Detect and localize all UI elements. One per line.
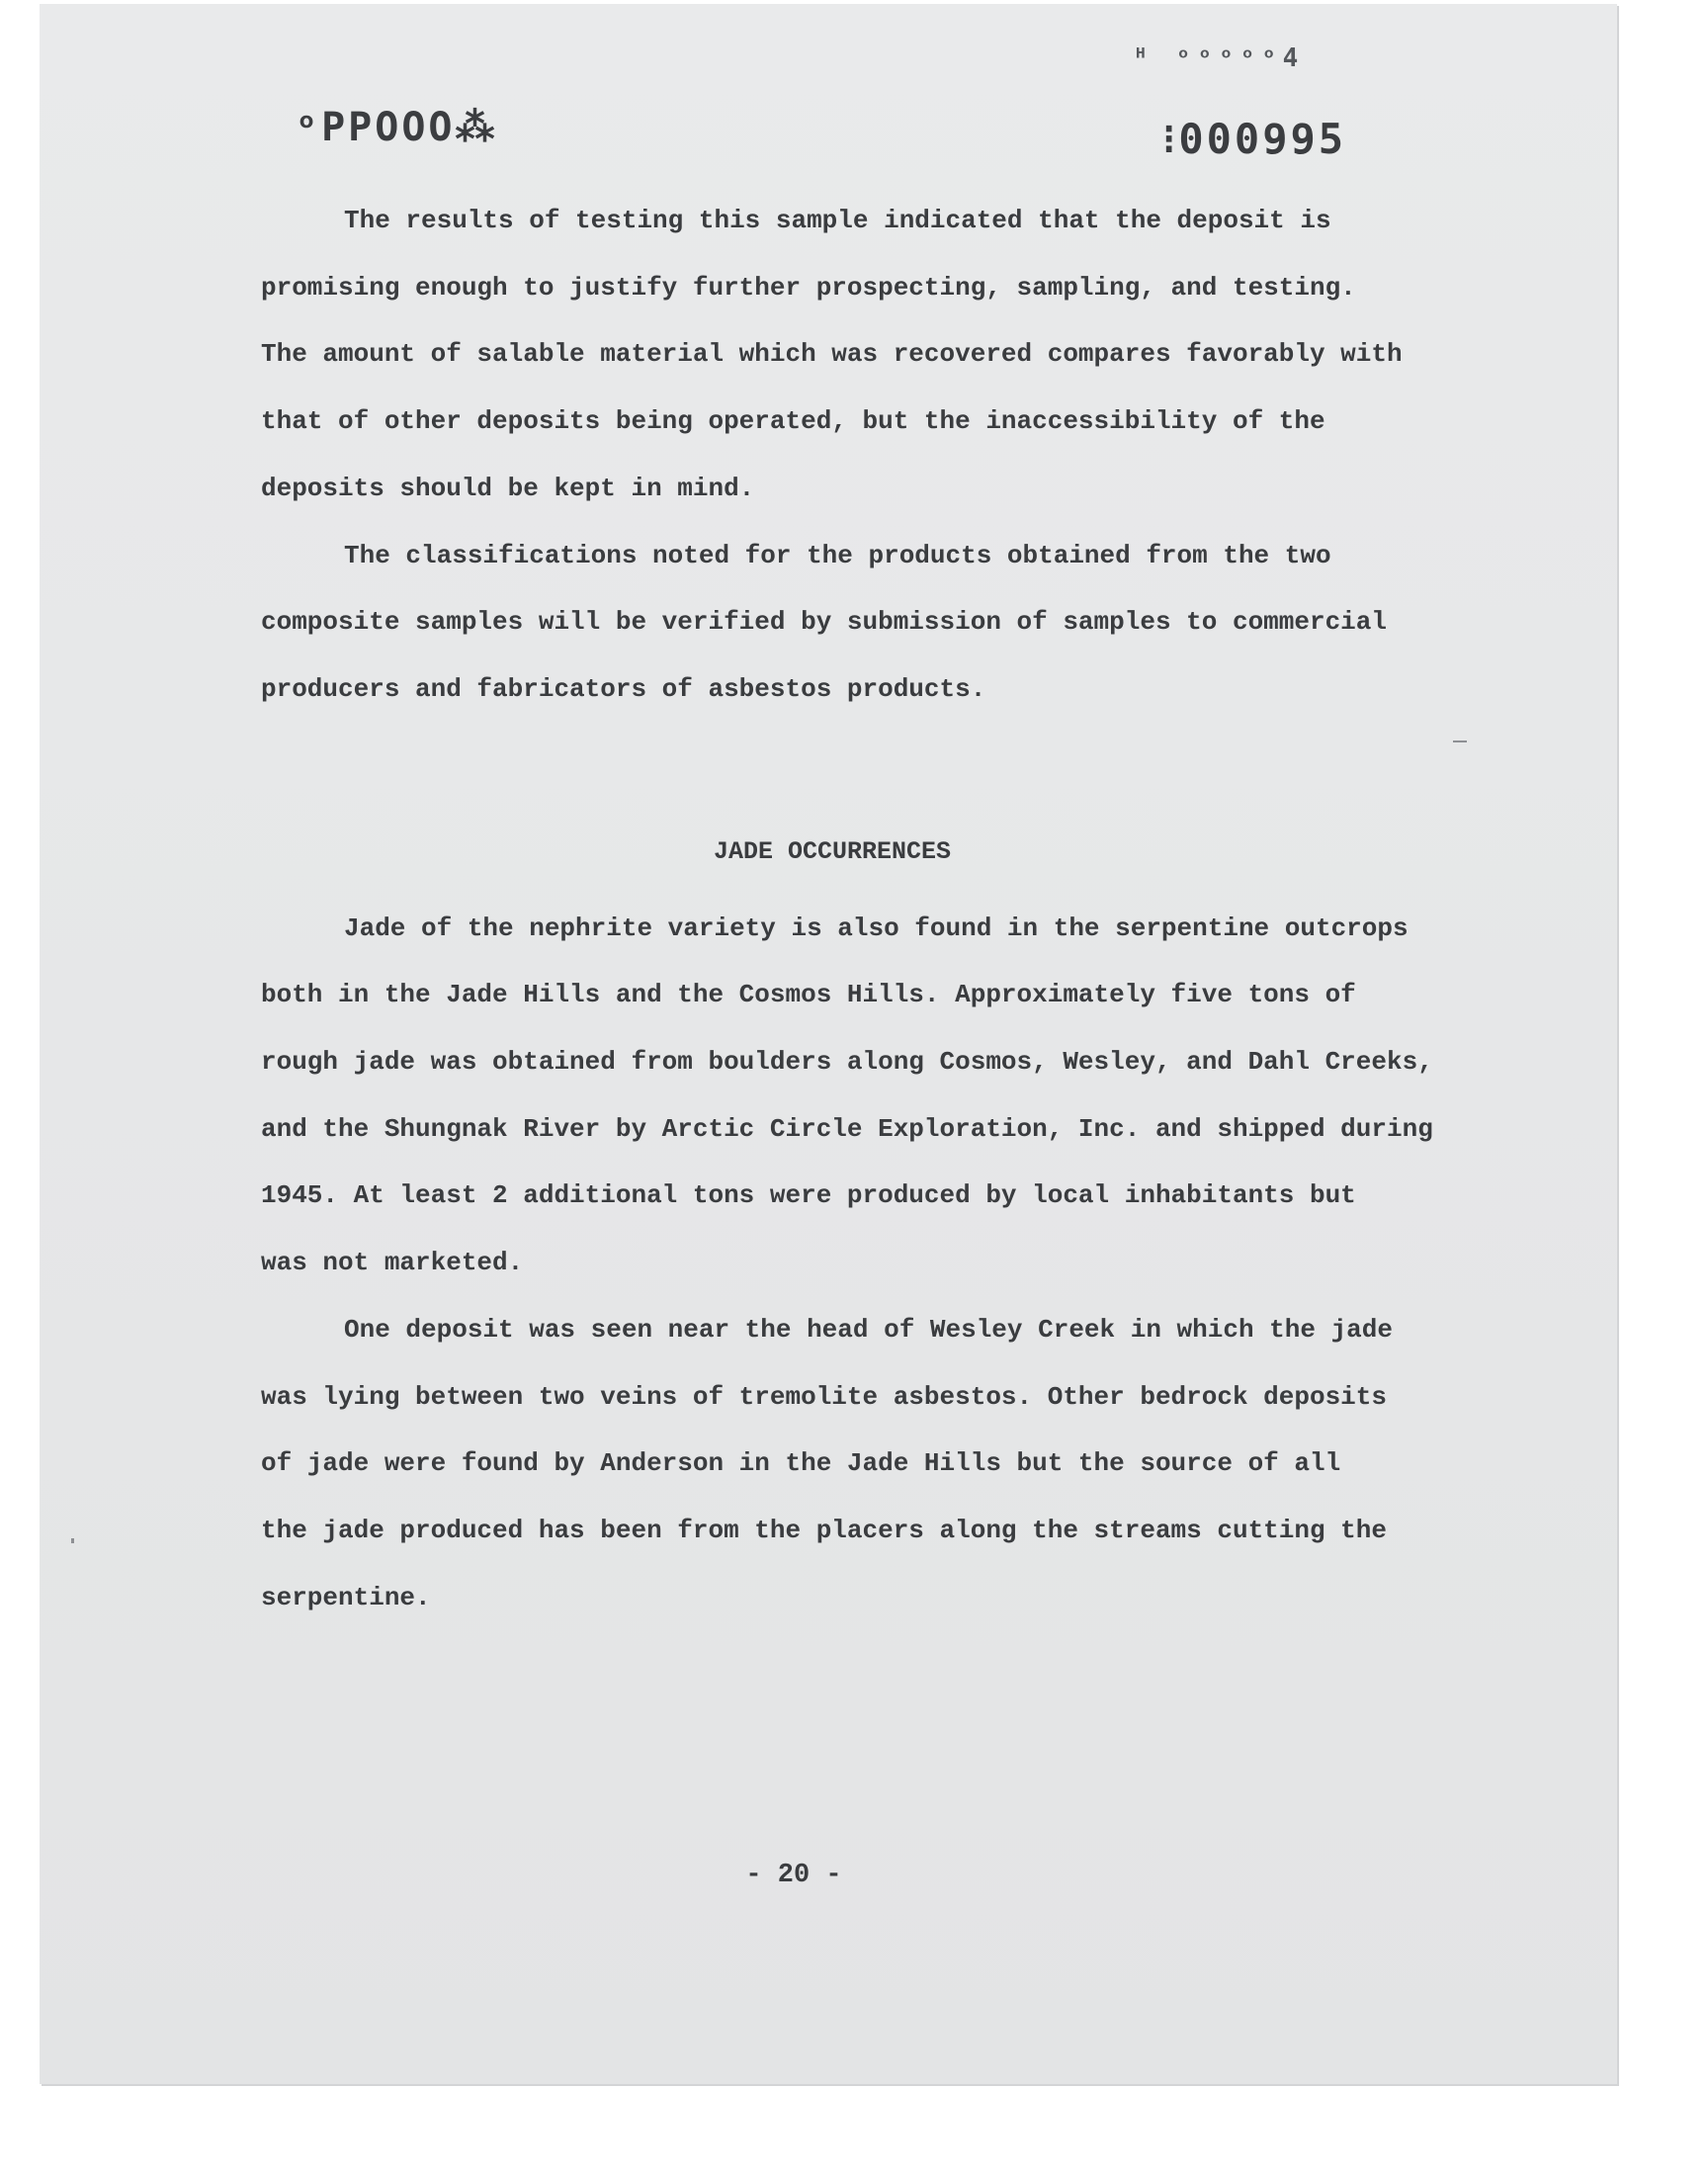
paragraph-testing-results: The results of testing this sample indicated that the deposit is promising enough to justify further prospecting, sampling, and testing. The amount of salable material which was recovered compares favorably with that of other deposits being operated, but the inaccessibility of the deposits should be kept in mind. bbox=[261, 206, 1403, 503]
scan-mark bbox=[1453, 740, 1467, 742]
document-body bbox=[261, 188, 1591, 1631]
paragraph-jade-nephrite: Jade of the nephrite variety is also found in the serpentine outcrops both in the Jade Hills and the Cosmos Hills. Approximately five tons of rough jade was obtained from boulders along Cosmos, Wesley, and Dahl Creeks, and the Shungnak River by Arctic Circle Exploration, Inc. and shipped during 1945. At least 2 additional tons were produced by local inhabitants but was not marketed. bbox=[261, 913, 1433, 1278]
document-stamp-right-top: ᴴ ᵒᵒᵒᵒᵒ4 bbox=[1133, 44, 1305, 73]
scan-mark bbox=[71, 1538, 74, 1543]
document-stamp-left: ᵒPPOOO⁂ bbox=[295, 105, 498, 150]
document-page bbox=[40, 4, 1617, 2084]
section-heading: JADE OCCURRENCES bbox=[713, 836, 952, 866]
paragraph-jade-deposit: One deposit was seen near the head of Wesley Creek in which the jade was lying between two veins of tremolite asbestos. Other bedrock deposits of jade were found by Anderson in the Jade Hills but the source of all the jade produced has been from the placers along the streams cutting the serpentine. bbox=[261, 1314, 1393, 1612]
document-stamp-right: ⁝000995 bbox=[1162, 115, 1347, 163]
paragraph-classifications: The classifications noted for the products obtained from the two composite samples will be verified by submission of samples to commercial producers and fabricators of asbestos products. bbox=[261, 540, 1387, 704]
page-number: - 20 - bbox=[745, 1861, 842, 1890]
